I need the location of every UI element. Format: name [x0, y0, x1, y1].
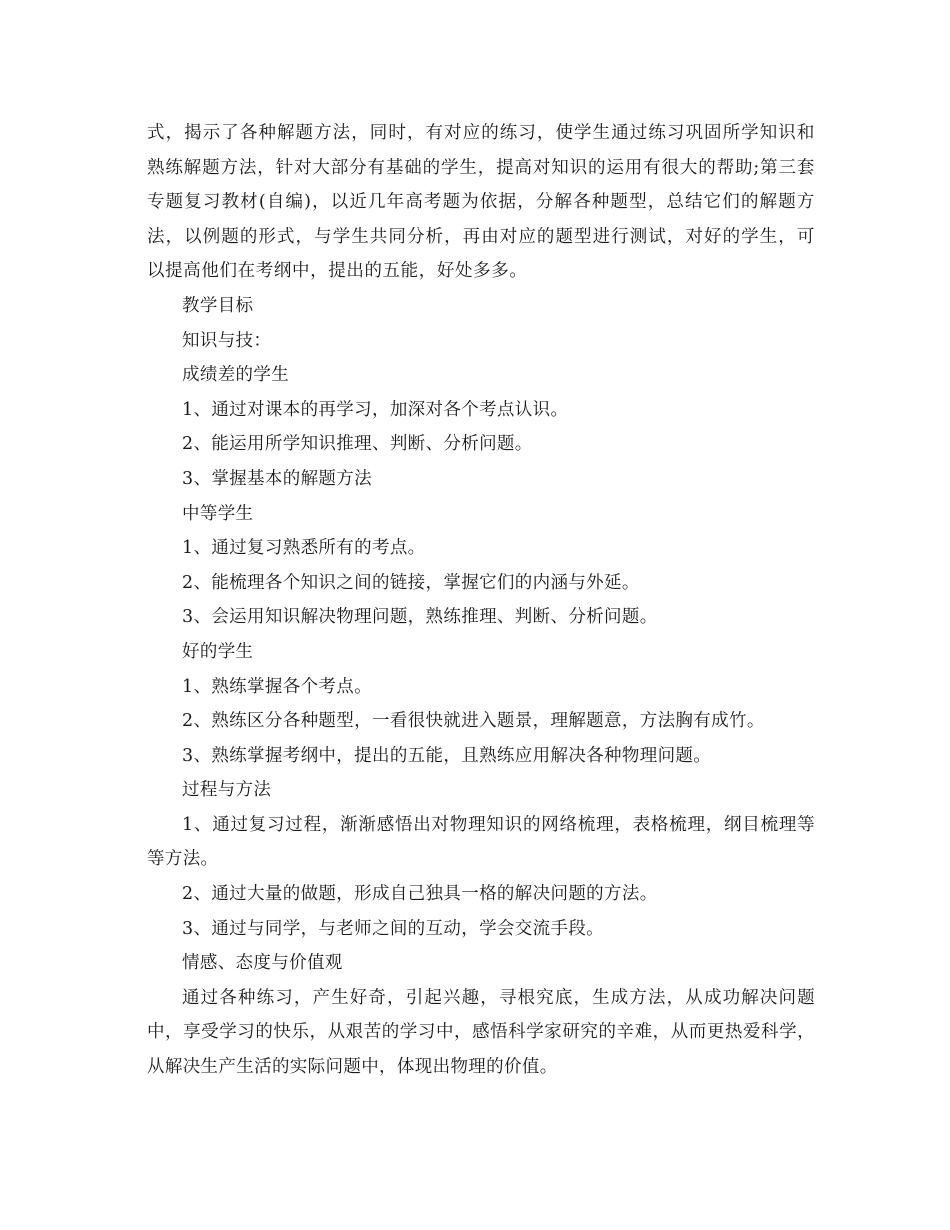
list-item: 3、掌握基本的解题方法 — [182, 468, 372, 489]
heading-teaching-goals: 教学目标 — [182, 295, 254, 316]
list-item: 3、熟练掌握考纲中，提出的五能，且熟练应用解决各种物理问题。 — [182, 745, 712, 766]
heading-weak-students: 成绩差的学生 — [182, 365, 290, 386]
heading-average-students: 中等学生 — [182, 503, 254, 524]
heading-good-students: 好的学生 — [182, 641, 254, 662]
list-item: 2、能梳理各个知识之间的链接，掌握它们的内涵与外延。 — [182, 572, 640, 593]
list-item: 1、通过复习过程，渐渐感悟出对物理知识的网络梳理，表格梳理，纲目梳理等等方法。 — [147, 814, 815, 870]
list-item: 3、通过与同学，与老师之间的互动，学会交流手段。 — [182, 918, 605, 939]
paragraph-continued-intro: 式，揭示了各种解题方法，同时，有对应的练习，使学生通过练习巩固所学知识和熟练解题方法，针对大部分有基础的学生，提高对知识的运用有很大的帮助;第三套专题复习教材(自编)，以近几年高考题为依据，分解各种题型，总结它们的解题方法，以例题的形式，与学生共同分析，再由对应的题型进行测试，对好的学生，可以提高他们在考纲中，提出的五能，好处多多。 — [147, 123, 815, 282]
list-item: 3、会运用知识解决物理问题，熟练推理、判断、分析问题。 — [182, 607, 658, 628]
list-item: 1、熟练掌握各个考点。 — [182, 676, 372, 697]
list-item: 1、通过对课本的再学习，加深对各个考点认识。 — [182, 399, 569, 420]
heading-knowledge-skills: 知识与技： — [182, 330, 272, 351]
list-item: 1、通过复习熟悉所有的考点。 — [182, 538, 426, 559]
list-item: 2、通过大量的做题，形成自己独具一格的解决问题的方法。 — [182, 884, 658, 905]
heading-process-methods: 过程与方法 — [182, 780, 272, 801]
paragraph-values: 通过各种练习，产生好奇，引起兴趣，寻根究底，生成方法，从成功解决问题中，享受学习的快乐，从艰苦的学习中，感悟科学家研究的辛难，从而更热爱科学，从解决生产生活的实际问题中，体现出物理的价值。 — [147, 987, 815, 1078]
list-item: 2、能运用所学知识推理、判断、分析问题。 — [182, 434, 533, 455]
list-item: 2、熟练区分各种题型，一看很快就进入题景，理解题意，方法胸有成竹。 — [182, 711, 765, 732]
heading-emotion-values: 情感、态度与价值观 — [182, 953, 343, 974]
document-body — [147, 116, 815, 1085]
